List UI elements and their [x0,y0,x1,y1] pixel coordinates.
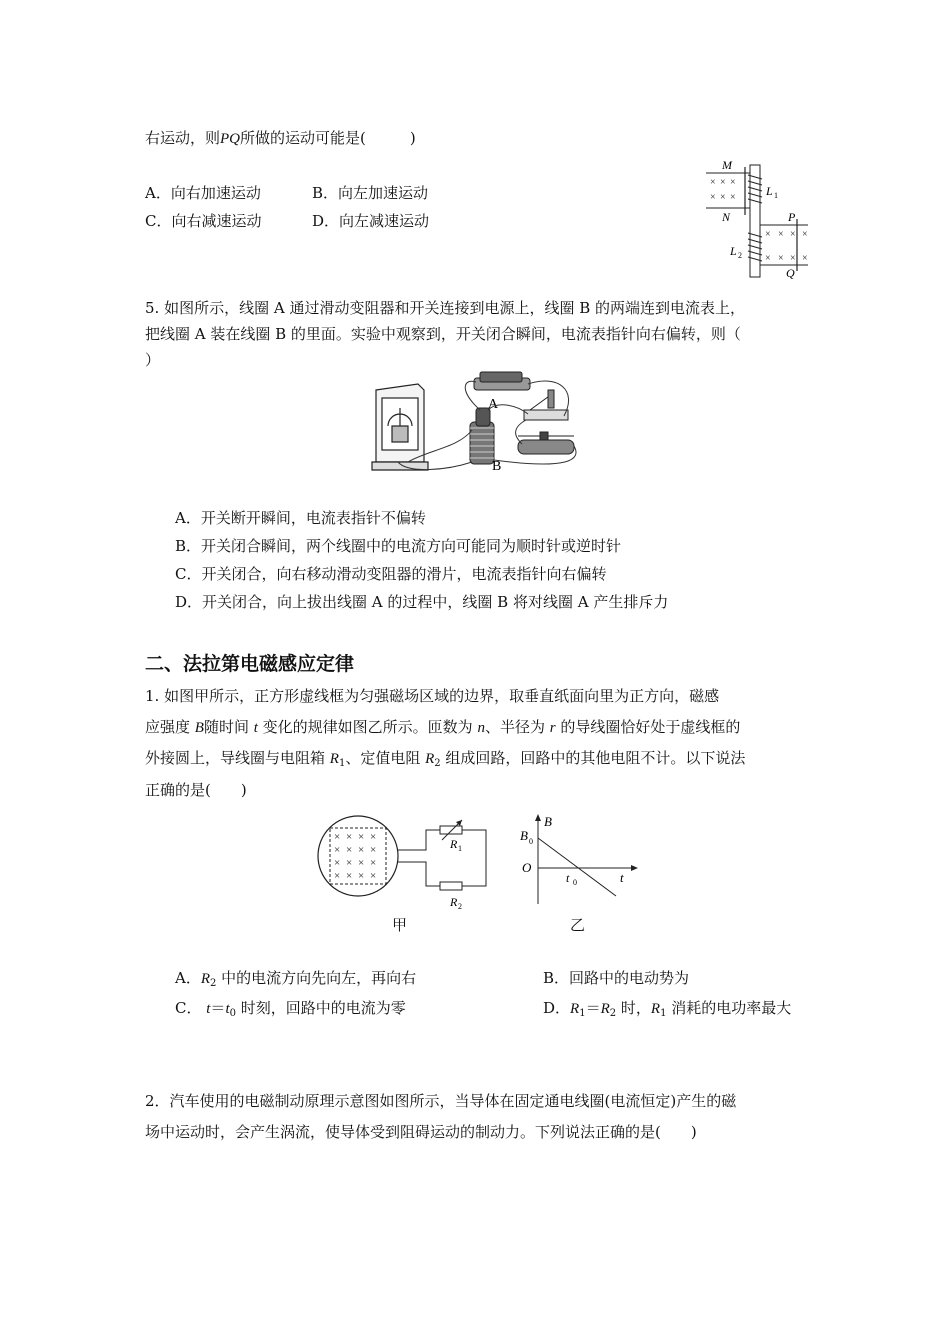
svg-text:×: × [790,229,796,240]
s2q2-stem-line1: 2．汽车使用的电磁制动原理示意图如图所示，当导体在固定通电线圈(电流恒定)产生的磁 [145,1092,737,1110]
svg-text:×: × [334,831,341,843]
q4-stem-text: 右运动，则 [145,129,221,147]
q4-stem-text-b: 所做的运动可能是( [240,129,366,147]
label-coil-a: A [488,397,499,412]
svg-text:0: 0 [529,837,533,846]
label-origin: O [522,860,532,875]
resistor-r1 [440,826,462,834]
s2q1-stem-line3: 外接圆上，导线圈与电阻箱 $R_1$、定值电阻 $R_2$ 组成回路，回路中的其他电阻不计。以下说法 [145,749,746,769]
q4-figure [700,155,815,280]
coils [470,408,494,464]
q4-stem-close: ) [409,129,416,147]
s2q2-stem-line2: 场中运动时，会产生涡流，使导体受到阻碍运动的制动力。下列说法正确的是( ) [145,1123,697,1141]
q4-stem-tail [145,128,416,149]
svg-text:×: × [358,844,365,856]
section-heading: 二、法拉第电磁感应定律 [145,653,355,675]
label-n: N [722,210,731,224]
svg-text:×: × [730,177,736,188]
label-l1: L [766,184,773,198]
q4-option-b[interactable]: B．向左加速运动 [312,184,429,202]
svg-text:×: × [334,870,341,882]
svg-text:×: × [370,870,377,882]
field-crosses [334,831,376,882]
label-m: M [722,158,732,172]
svg-text:×: × [346,844,353,856]
label-q: Q [786,266,795,280]
svg-text:×: × [710,177,716,188]
q5-option-c[interactable]: C．开关闭合，向右移动滑动变阻器的滑片，电流表指针向右偏转 [175,565,607,583]
svg-text:2: 2 [738,251,742,260]
q5-apparatus-figure [368,370,590,478]
figure-yi-caption: 乙 [570,916,586,934]
q5-stem-line1: 5. 如图所示，线圈 A 通过滑动变阻器和开关连接到电源上，线圈 B 的两端连到电流表上， [145,299,746,317]
s2q1-option-d[interactable]: D．$R_1=R_2$ 时，$R_1$ 消耗的电功率最大 [543,999,792,1019]
resistor-r2 [440,882,462,890]
svg-text:×: × [730,192,736,203]
b-line [538,838,616,896]
svg-text:×: × [358,857,365,869]
svg-text:×: × [358,831,365,843]
axis-label-t: t [620,870,624,885]
svg-text:×: × [370,857,377,869]
svg-text:×: × [334,844,341,856]
galvanometer [372,384,428,470]
svg-text:×: × [346,857,353,869]
q5-option-d[interactable]: D．开关闭合，向上拔出线圈 A 的过程中，线圈 B 将对线圈 A 产生排斥力 [175,593,669,611]
label-p: P [788,210,796,224]
svg-text:×: × [710,192,716,203]
s2q1-stem-line4: 正确的是( ) [145,781,247,799]
q5-option-a[interactable]: A．开关断开瞬间，电流表指针不偏转 [175,509,426,527]
svg-text:×: × [765,253,771,264]
field-crosses-right [765,229,808,264]
figure-yi-graph [516,812,640,912]
label-coil-b: B [492,459,502,474]
svg-text:0: 0 [573,878,577,887]
svg-text:×: × [358,870,365,882]
switch [524,390,568,420]
q4-var-pq: PQ [220,131,241,147]
label-l2: L [730,244,737,258]
field-crosses-left [710,177,736,203]
svg-text:×: × [778,229,784,240]
svg-text:×: × [720,192,726,203]
svg-text:×: × [802,253,808,264]
q5-option-b[interactable]: B．开关闭合瞬间，两个线圈中的电流方向可能同为顺时针或逆时针 [175,537,622,555]
q4-option-d[interactable]: D．向左减速运动 [312,212,430,230]
label-r2: R [450,895,458,909]
axis-label-b: B [544,814,552,829]
svg-text:×: × [370,844,377,856]
svg-text:×: × [778,253,784,264]
label-t0: t [566,871,570,885]
s2q1-stem-line1: 1. 如图甲所示，正方形虚线框为匀强磁场区域的边界，取垂直纸面向里为正方向，磁感 [145,687,720,705]
s2q1-option-a[interactable]: A．$R_2$ 中的电流方向先向左，再向右 [175,969,417,989]
svg-text:1: 1 [458,844,462,853]
s2q1-option-c[interactable]: C． $t=t_0$ 时刻，回路中的电流为零 [175,999,406,1019]
svg-text:2: 2 [458,902,462,911]
svg-text:×: × [334,857,341,869]
q5-stem-line3: ） [145,351,161,369]
svg-text:×: × [790,253,796,264]
q5-stem-line2: 把线圈 A 装在线圈 B 的里面。实验中观察到，开关闭合瞬间，电流表指针向右偏转，则（ [145,325,741,343]
svg-text:×: × [765,229,771,240]
s2q1-stem-line2: 应强度 B随时间 t 变化的规律如图乙所示。匝数为 n、半径为 r 的导线圈恰好处于虚线框的 [145,718,741,736]
label-r1: R [450,837,458,851]
q4-option-a[interactable]: A．向右加速运动 [145,184,261,202]
rheostat [518,432,574,454]
figure-jia-caption: 甲 [392,916,408,934]
circuit-wires [398,830,486,886]
battery [474,372,530,390]
s2q1-option-b[interactable]: B．回路中的电动势为 [543,969,690,987]
svg-text:×: × [720,177,726,188]
q4-option-c[interactable]: C．向右减速运动 [145,212,262,230]
svg-text:×: × [346,870,353,882]
svg-text:×: × [346,831,353,843]
svg-text:1: 1 [774,191,778,200]
figure-jia [316,812,496,912]
label-b0: B [520,828,528,843]
svg-text:×: × [370,831,377,843]
svg-text:×: × [802,229,808,240]
